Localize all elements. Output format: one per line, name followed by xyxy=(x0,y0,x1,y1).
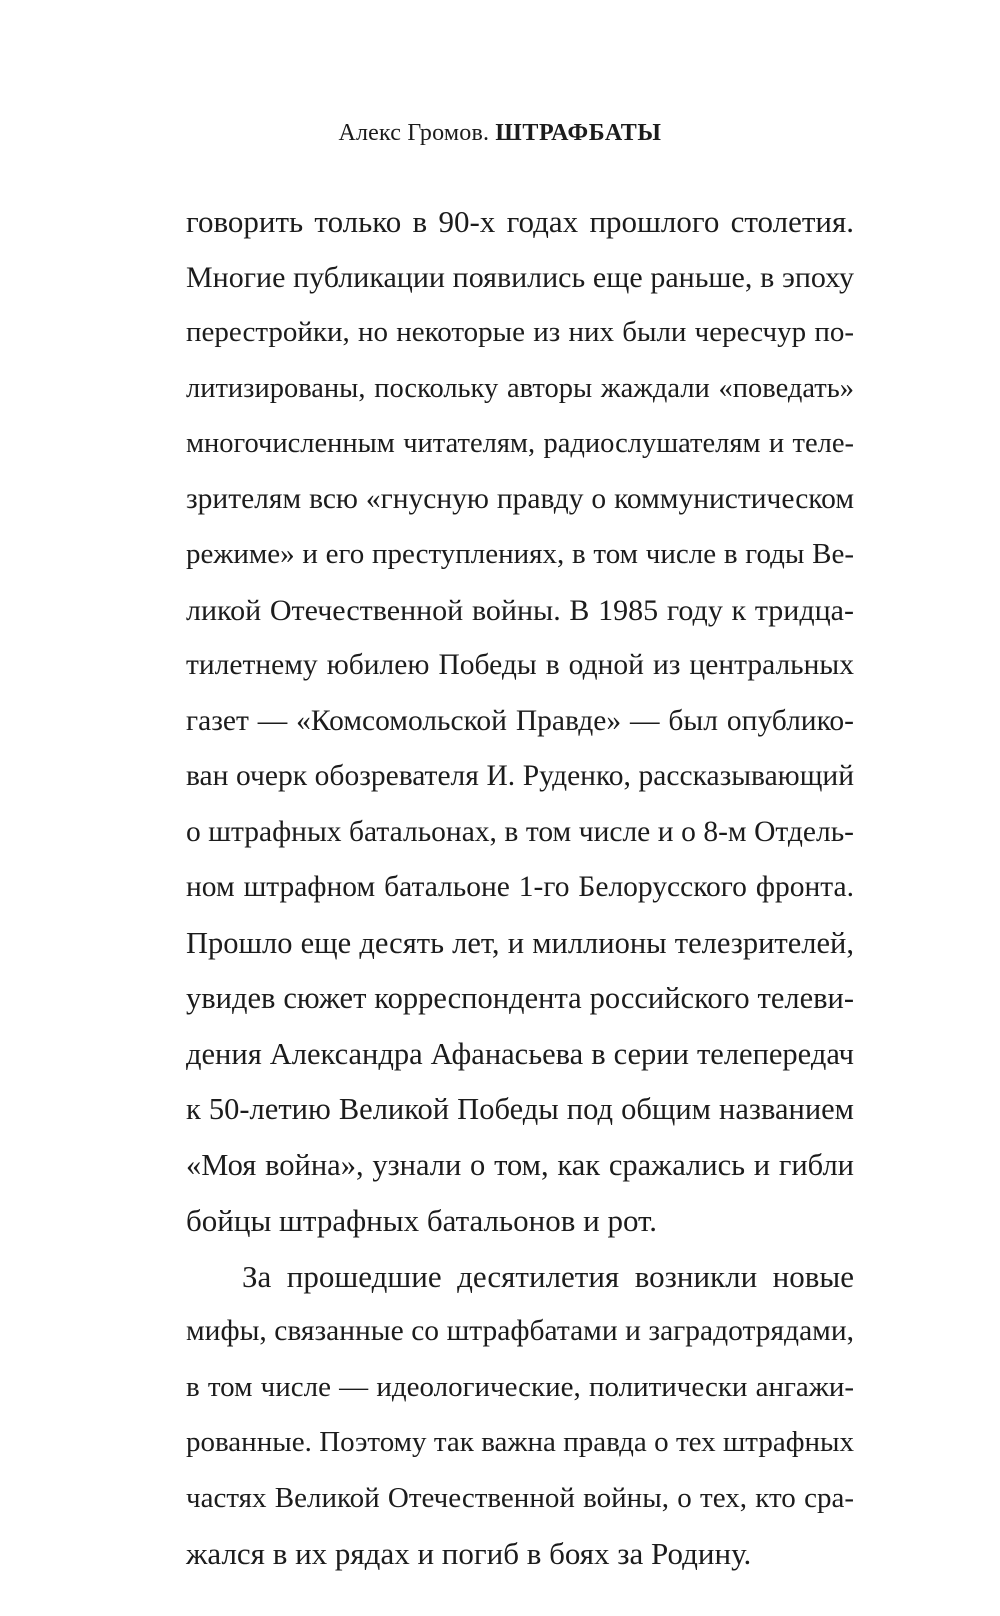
text-line: перестройки, но некоторые из них были чересчур по- xyxy=(186,316,854,348)
text-line: ликой Отечественной войны. В 1985 году к тридца- xyxy=(186,593,854,627)
text-line: жался в их рядах и погиб в боях за Родину. xyxy=(186,1536,752,1571)
text-line: газет — «Комсомольской Правде» — был опублико- xyxy=(186,704,854,737)
text-line: дения Александра Афанасьева в серии телепередач xyxy=(186,1036,854,1071)
text-line: Многие публикации появились еще раньше, в эпоху xyxy=(186,260,854,294)
text-line: ном штрафном батальоне 1-го Белорусского фронта. xyxy=(186,871,854,903)
text-line: бойцы штрафных батальонов и рот. xyxy=(186,1203,658,1238)
text-line: говорить только в 90-х годах прошлого столетия. xyxy=(186,204,854,239)
header-book-title: ШТРАФБАТЫ xyxy=(495,120,662,146)
text-line: рованные. Поэтому так важна правда о тех штрафных xyxy=(186,1426,854,1458)
text-line: За прошедшие десятилетия возникли новые xyxy=(242,1258,854,1294)
text-line: режиме» и его преступлениях, в том числе в годы Ве- xyxy=(186,538,854,570)
text-line: в том числе — идеологические, политически ангажи- xyxy=(186,1370,854,1403)
text-line: Прошло еще десять лет, и миллионы телезрителей, xyxy=(186,925,854,960)
text-line: литизированы, поскольку авторы жаждали «поведать» xyxy=(186,372,854,404)
text-line: к 50-летию Великой Победы под общим названием xyxy=(186,1092,854,1126)
text-line: ван очерк обозревателя И. Руденко, рассказывающий xyxy=(186,760,854,792)
header-author: Алекс Громов. xyxy=(338,120,490,146)
text-line: тилетнему юбилею Победы в одной из центральных xyxy=(186,649,854,681)
body-text xyxy=(186,199,854,1587)
text-line: зрителям всю «гнусную правду о коммунистическом xyxy=(186,482,854,515)
text-line: «Моя война», узнали о том, как сражались и гибли xyxy=(186,1147,854,1182)
text-line: частях Великой Отечественной войны, о тех, кто сра- xyxy=(186,1481,854,1514)
text-line: о штрафных батальонах, в том числе и о 8-м Отдель- xyxy=(186,815,854,848)
text-line: многочисленным читателям, радиослушателям и теле- xyxy=(186,428,854,459)
running-header xyxy=(0,120,1000,147)
text-line: увидев сюжет корреспондента российского телеви- xyxy=(186,981,854,1015)
text-line: мифы, связанные со штрафбатами и заградотрядами, xyxy=(186,1315,854,1347)
